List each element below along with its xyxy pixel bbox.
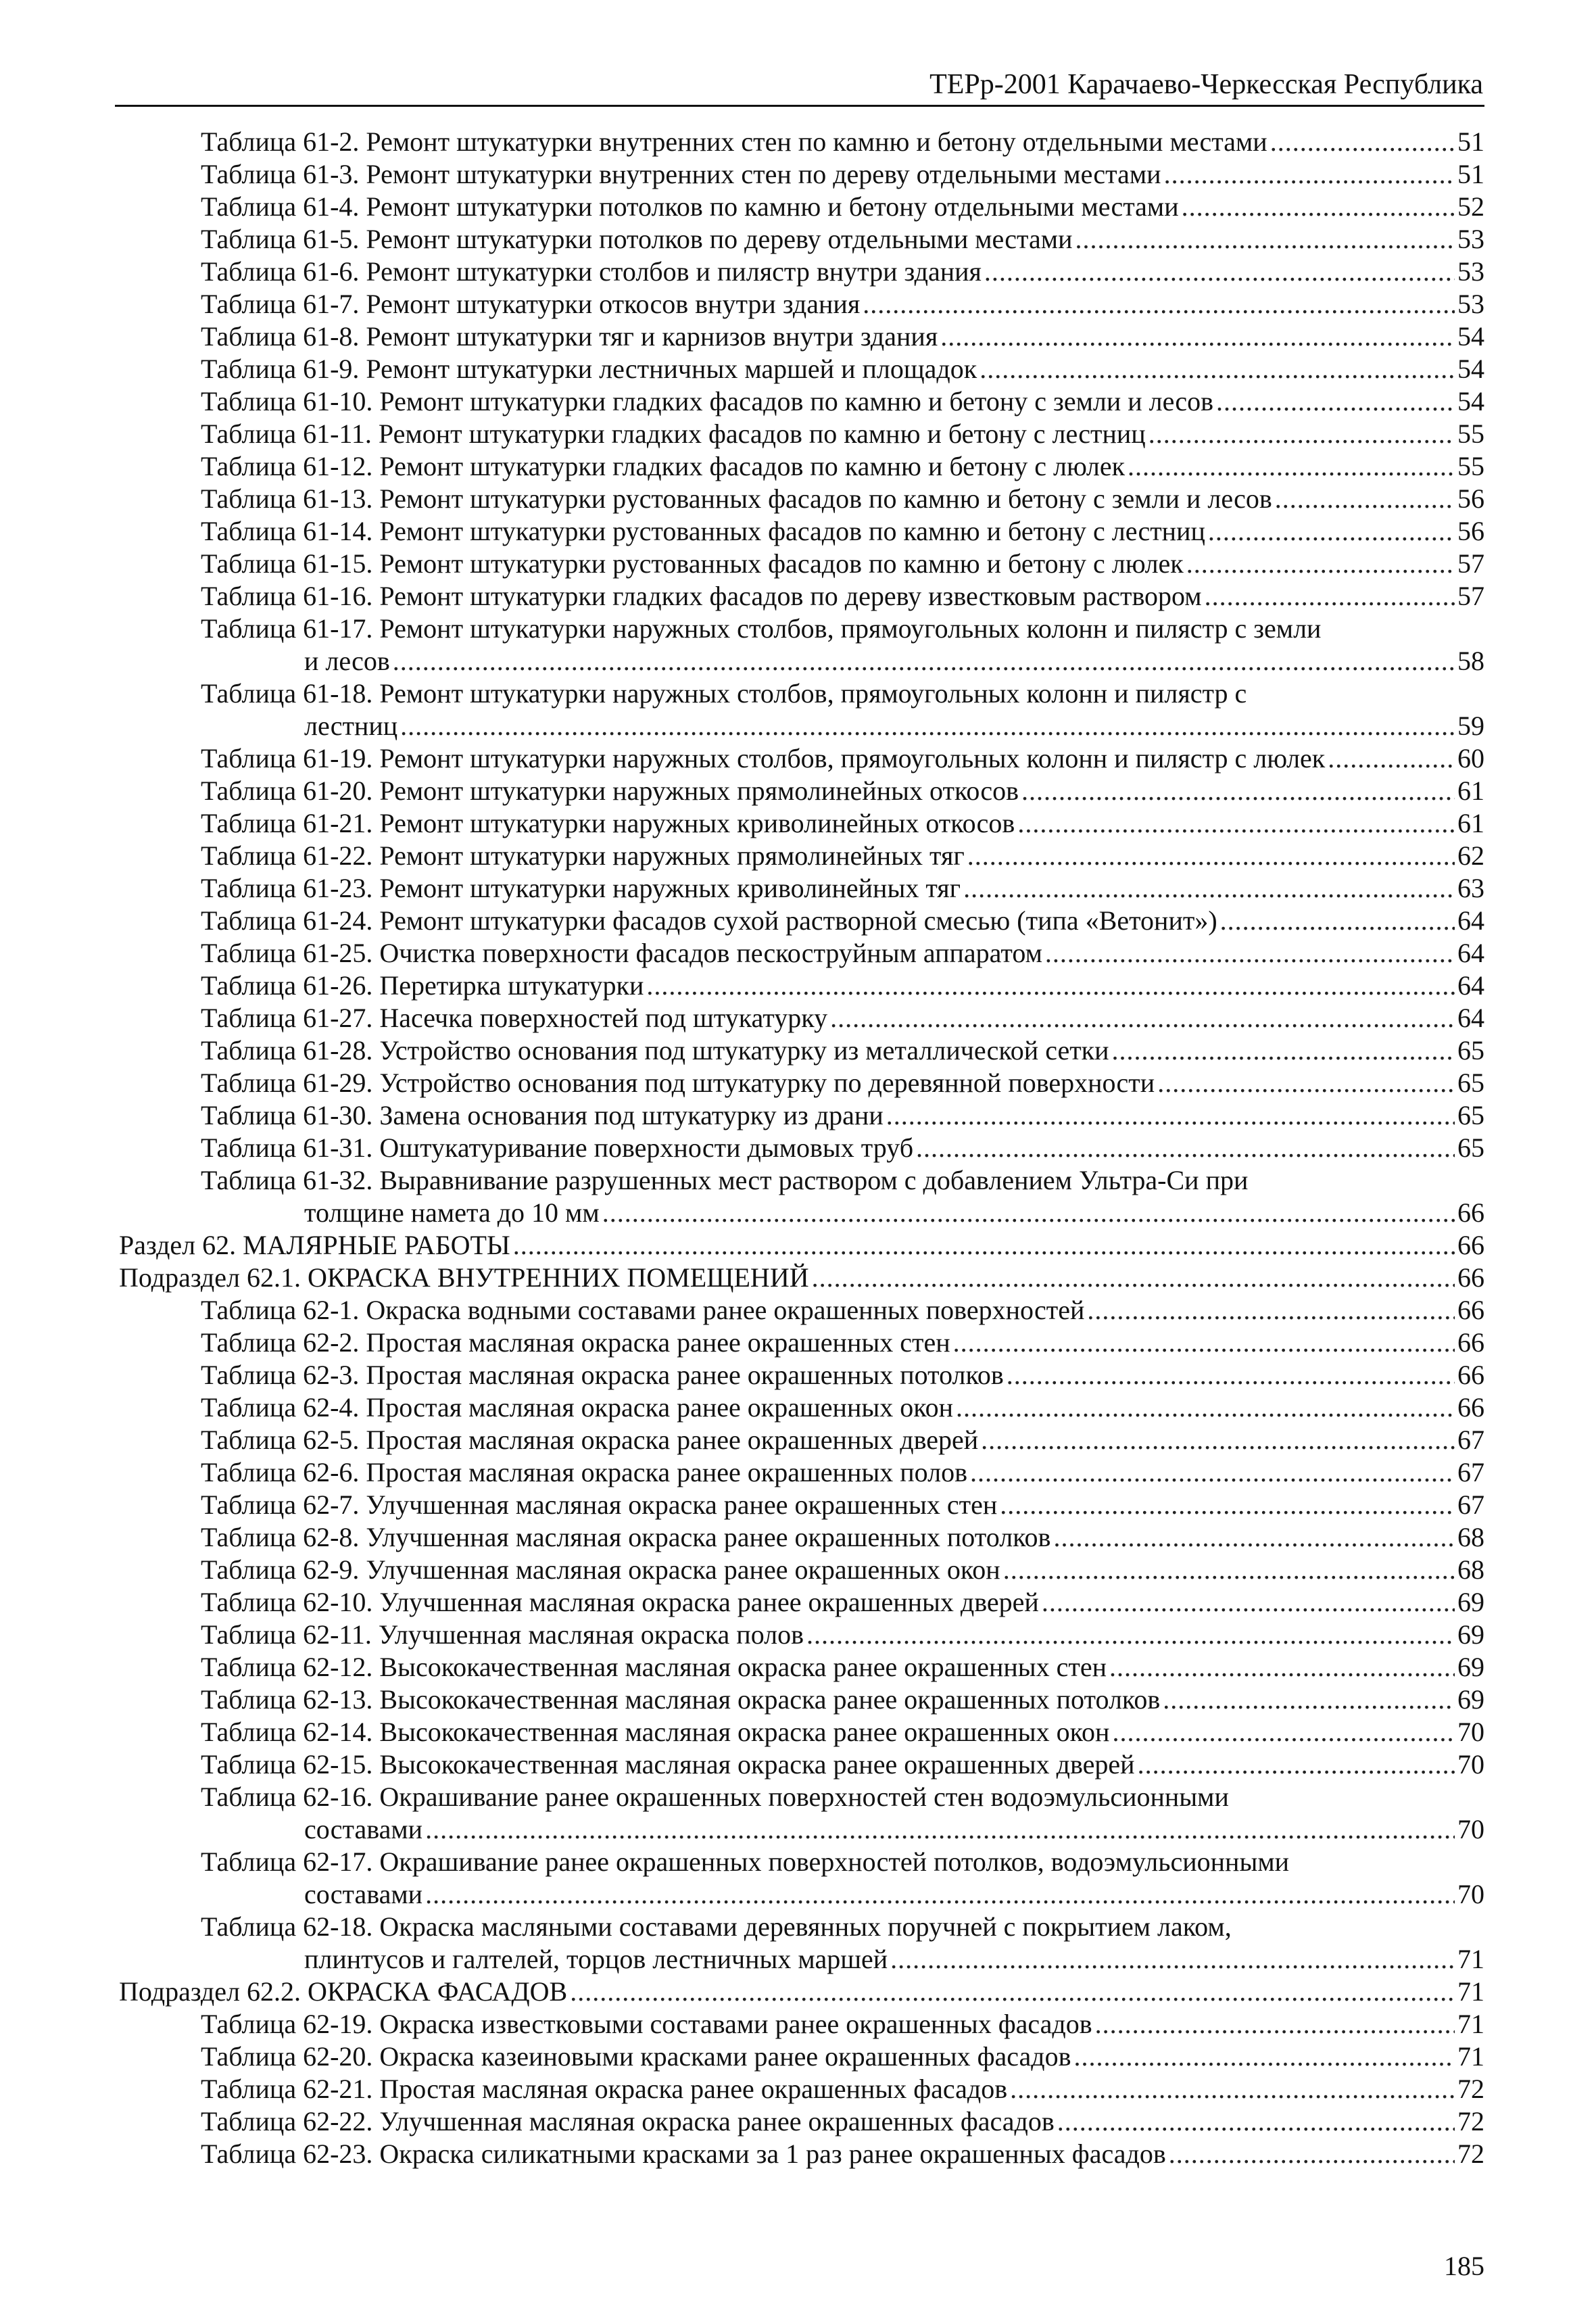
toc-leader-dots: [602, 1197, 1455, 1229]
toc-entry-page: 70: [1457, 1717, 1484, 1747]
toc-entry-title: Таблица 61-6. Ремонт штукатурки столбов и пилястр внутри здания: [201, 256, 982, 287]
toc-leader-dots: [1007, 1359, 1455, 1391]
toc-leader-dots: [940, 320, 1455, 353]
toc-leader-dots: [1042, 1586, 1455, 1619]
toc-entry: [0, 937, 1596, 970]
toc-leader-dots: [1109, 1651, 1455, 1684]
toc-entry-page: 66: [1457, 1327, 1484, 1358]
toc-entry: [0, 1846, 1596, 1878]
toc-leader-dots: [1057, 2105, 1455, 2138]
toc-entry-page: 55: [1457, 451, 1484, 481]
toc-leader-dots: [1208, 515, 1455, 548]
toc-entry: [0, 1748, 1596, 1781]
toc-entry-page: 69: [1457, 1684, 1484, 1715]
toc-entry-title: Таблица 61-32. Выравнивание разрушенных мест раствором с добавлением Ультра-Си при: [201, 1165, 1249, 1195]
toc-entry: [0, 1197, 1596, 1229]
toc-entry: [0, 2008, 1596, 2040]
toc-leader-dots: [967, 840, 1455, 872]
toc-leader-dots: [1128, 450, 1455, 483]
toc-entry-page: 68: [1457, 1554, 1484, 1585]
toc-leader-dots: [425, 1813, 1455, 1846]
toc-entry-page: 56: [1457, 483, 1484, 514]
toc-entry: [0, 1521, 1596, 1554]
toc-leader-dots: [1186, 548, 1455, 580]
toc-leader-dots: [1328, 742, 1455, 775]
toc-entry: [0, 1294, 1596, 1327]
toc-entry: [0, 1651, 1596, 1684]
toc-entry-page: 57: [1457, 548, 1484, 579]
toc-entry: [0, 1327, 1596, 1359]
toc-entry-page: 70: [1457, 1879, 1484, 1909]
toc-entry: [0, 1489, 1596, 1521]
toc-entry-title: Таблица 61-25. Очистка поверхности фасадов пескоструйным аппаратом: [201, 938, 1042, 968]
header-divider: [115, 105, 1484, 107]
toc-entry: [0, 320, 1596, 353]
toc-entry-title: Таблица 62-9. Улучшенная масляная окраска ранее окрашенных окон: [201, 1554, 1000, 1585]
page-number: 185: [1444, 2251, 1484, 2281]
toc-entry: [0, 710, 1596, 742]
toc-leader-dots: [916, 1132, 1455, 1164]
toc-entry-title: Подраздел 62.2. ОКРАСКА ФАСАДОВ: [119, 1976, 568, 2007]
toc-leader-dots: [1216, 385, 1455, 418]
toc-entry: [0, 677, 1596, 710]
toc-entry-title: Таблица 62-19. Окраска известковыми составами ранее окрашенных фасадов: [201, 2009, 1092, 2039]
toc-leader-dots: [1087, 1294, 1455, 1327]
toc-entry-page: 71: [1457, 2041, 1484, 2072]
page-header: [0, 62, 1596, 103]
toc-entry: [0, 2138, 1596, 2170]
toc-entry-page: 69: [1457, 1587, 1484, 1617]
toc-leader-dots: [1205, 580, 1455, 613]
toc-entry-page: 64: [1457, 970, 1484, 1001]
toc-entry-title: Таблица 61-19. Ремонт штукатурки наружных столбов, прямоугольных колонн и пилястр с люлек: [201, 743, 1326, 773]
toc-entry: [0, 548, 1596, 580]
toc-entry: [0, 580, 1596, 613]
toc-entry-page: 71: [1457, 1976, 1484, 2007]
toc-entry-page: 53: [1457, 256, 1484, 287]
toc-entry: [0, 807, 1596, 840]
toc-entry: [0, 1067, 1596, 1099]
toc-entry: [0, 905, 1596, 937]
toc-entry-title: Таблица 61-21. Ремонт штукатурки наружных криволинейных откосов: [201, 808, 1015, 838]
toc-entry-title: Таблица 61-13. Ремонт штукатурки рустованных фасадов по камню и бетону с земли и лесов: [201, 483, 1272, 514]
toc-leader-dots: [806, 1619, 1455, 1651]
toc-entry-title: Таблица 62-23. Окраска силикатными красками за 1 раз ранее окрашенных фасадов: [201, 2139, 1166, 2169]
toc-entry-page: 54: [1457, 386, 1484, 416]
toc-leader-dots: [953, 1327, 1455, 1359]
toc-entry-title: плинтусов и галтелей, торцов лестничных маршей: [304, 1944, 888, 1974]
toc-leader-dots: [1163, 1684, 1455, 1716]
toc-leader-dots: [1095, 2008, 1455, 2040]
toc-entry: [0, 1456, 1596, 1489]
toc-entry-page: 63: [1457, 873, 1484, 903]
toc-leader-dots: [830, 1002, 1455, 1034]
toc-leader-dots: [1148, 418, 1455, 450]
toc-entry-title: толщине намета до 10 мм: [304, 1197, 600, 1228]
toc-entry-page: 59: [1457, 711, 1484, 741]
toc-entry-page: 67: [1457, 1489, 1484, 1520]
toc-entry-title: Таблица 61-31. Оштукатуривание поверхности дымовых труб: [201, 1132, 914, 1163]
toc-entry-page: 53: [1457, 289, 1484, 319]
toc-entry-page: 57: [1457, 581, 1484, 611]
toc-entry-page: 66: [1457, 1262, 1484, 1293]
toc-entry-title: Таблица 61-2. Ремонт штукатурки внутренних стен по камню и бетону отдельными местами: [201, 126, 1267, 157]
toc-entry-title: Таблица 61-12. Ремонт штукатурки гладких фасадов по камню и бетону с люлек: [201, 451, 1126, 481]
toc-entry: [0, 1132, 1596, 1164]
toc-entry: [0, 840, 1596, 872]
toc-entry: [0, 1424, 1596, 1456]
toc-leader-dots: [425, 1878, 1455, 1911]
toc-entry: [0, 1586, 1596, 1619]
toc-entry: [0, 418, 1596, 450]
toc-entry-page: 66: [1457, 1230, 1484, 1260]
toc-leader-dots: [1010, 2073, 1455, 2105]
toc-leader-dots: [1182, 191, 1455, 223]
toc-entry-title: Таблица 61-14. Ремонт штукатурки рустованных фасадов по камню и бетону с лестниц: [201, 516, 1205, 546]
toc-entry: [0, 256, 1596, 288]
toc-entry-page: 66: [1457, 1295, 1484, 1325]
toc-entry-page: 51: [1457, 159, 1484, 189]
toc-entry-page: 51: [1457, 126, 1484, 157]
toc-leader-dots: [646, 970, 1455, 1002]
toc-section-entry: [0, 1262, 1596, 1294]
toc-leader-dots: [1270, 126, 1455, 158]
toc-entry-page: 70: [1457, 1749, 1484, 1780]
toc-entry: [0, 872, 1596, 905]
toc-entry: [0, 1002, 1596, 1034]
toc-entry-title: Таблица 62-18. Окраска масляными составами деревянных поручней с покрытием лаком,: [201, 1911, 1232, 1942]
toc-entry-title: Таблица 61-9. Ремонт штукатурки лестничных маршей и площадок: [201, 354, 977, 384]
toc-entry-title: Таблица 61-26. Перетирка штукатурки: [201, 970, 644, 1001]
toc-entry-title: Таблица 61-29. Устройство основания под штукатурку по деревянной поверхности: [201, 1068, 1155, 1098]
toc-entry: [0, 613, 1596, 645]
toc-leader-dots: [1000, 1489, 1455, 1521]
toc-entry-title: составами: [304, 1814, 423, 1844]
toc-leader-dots: [980, 353, 1455, 385]
toc-entry-title: Таблица 61-8. Ремонт штукатурки тяг и карнизов внутри здания: [201, 321, 938, 352]
toc-leader-dots: [400, 710, 1455, 742]
toc-entry-title: Таблица 62-5. Простая масляная окраска ранее окрашенных дверей: [201, 1425, 979, 1455]
toc-entry-title: Таблица 62-8. Улучшенная масляная окраска ранее окрашенных потолков: [201, 1522, 1051, 1552]
toc-entry: [0, 223, 1596, 256]
toc-leader-dots: [886, 1099, 1455, 1132]
toc-entry-title: Таблица 61-22. Ремонт штукатурки наружных прямолинейных тяг: [201, 840, 965, 871]
toc-entry-page: 61: [1457, 775, 1484, 806]
toc-entry-page: 60: [1457, 743, 1484, 773]
toc-entry-title: Таблица 61-3. Ремонт штукатурки внутренних стен по дереву отдельными местами: [201, 159, 1161, 189]
toc-entry: [0, 191, 1596, 223]
toc-entry-page: 68: [1457, 1522, 1484, 1552]
toc-entry: [0, 775, 1596, 807]
toc-leader-dots: [1075, 223, 1455, 256]
toc-entry: [0, 2105, 1596, 2138]
toc-entry-page: 65: [1457, 1132, 1484, 1163]
toc-entry-title: Таблица 61-15. Ремонт штукатурки рустованных фасадов по камню и бетону с люлек: [201, 548, 1184, 579]
toc-entry-title: Таблица 61-11. Ремонт штукатурки гладких фасадов по камню и бетону с лестниц: [201, 419, 1146, 449]
toc-entry-title: Таблица 61-10. Ремонт штукатурки гладких фасадов по камню и бетону с земли и лесов: [201, 386, 1214, 416]
toc-entry-page: 65: [1457, 1100, 1484, 1130]
toc-entry-title: Таблица 62-21. Простая масляная окраска ранее окрашенных фасадов: [201, 2074, 1008, 2104]
toc-entry-title: Таблица 62-10. Улучшенная масляная окраска ранее окрашенных дверей: [201, 1587, 1039, 1617]
toc-entry-title: Таблица 61-18. Ремонт штукатурки наружных столбов, прямоугольных колонн и пилястр с: [201, 678, 1247, 709]
toc-entry: [0, 1813, 1596, 1846]
toc-entry-title: Таблица 62-15. Высококачественная масляная окраска ранее окрашенных дверей: [201, 1749, 1135, 1780]
toc-leader-dots: [1073, 2040, 1455, 2073]
toc-entry-title: Таблица 61-28. Устройство основания под штукатурку из металлической сетки: [201, 1035, 1109, 1066]
toc-leader-dots: [984, 256, 1455, 288]
toc-leader-dots: [1021, 775, 1455, 807]
toc-entry-page: 53: [1457, 224, 1484, 254]
toc-entry-title: Таблица 62-12. Высококачественная масляная окраска ранее окрашенных стен: [201, 1652, 1107, 1682]
toc-entry-title: Таблица 61-5. Ремонт штукатурки потолков по дереву отдельными местами: [201, 224, 1073, 254]
toc-leader-dots: [1164, 158, 1455, 191]
toc-leader-dots: [1157, 1067, 1455, 1099]
toc-entry-page: 62: [1457, 840, 1484, 871]
toc-entry-title: Таблица 62-17. Окрашивание ранее окрашенных поверхностей потолков, водоэмульсионными: [201, 1846, 1290, 1877]
toc-entry-title: Таблица 62-1. Окраска водными составами ранее окрашенных поверхностей: [201, 1295, 1085, 1325]
toc-entry-title: составами: [304, 1879, 423, 1909]
toc-entry-page: 66: [1457, 1197, 1484, 1228]
toc-entry: [0, 1943, 1596, 1976]
toc-entry-title: Таблица 62-14. Высококачественная масляная окраска ранее окрашенных окон: [201, 1717, 1110, 1747]
toc-entry: [0, 1034, 1596, 1067]
toc-entry-page: 71: [1457, 2009, 1484, 2039]
toc-entry: [0, 450, 1596, 483]
toc-entry: [0, 385, 1596, 418]
toc-entry-title: Таблица 61-30. Замена основания под штукатурку из драни: [201, 1100, 884, 1130]
toc-entry: [0, 742, 1596, 775]
toc-entry: [0, 1878, 1596, 1911]
toc-entry: [0, 1911, 1596, 1943]
toc-leader-dots: [1169, 2138, 1455, 2170]
toc-entry: [0, 483, 1596, 515]
toc-leader-dots: [1017, 807, 1455, 840]
toc-entry-title: лестниц: [304, 711, 398, 741]
toc-entry: [0, 515, 1596, 548]
toc-leader-dots: [1053, 1521, 1455, 1554]
toc-entry-page: 54: [1457, 321, 1484, 352]
toc-entry-page: 64: [1457, 1003, 1484, 1033]
toc-entry-title: Таблица 61-23. Ремонт штукатурки наружных криволинейных тяг: [201, 873, 961, 903]
toc-leader-dots: [890, 1943, 1455, 1976]
toc-entry: [0, 1391, 1596, 1424]
toc-leader-dots: [513, 1229, 1455, 1262]
toc-entry-title: Раздел 62. МАЛЯРНЫЕ РАБОТЫ: [119, 1230, 510, 1260]
toc-entry-page: 72: [1457, 2106, 1484, 2137]
toc-entry: [0, 1099, 1596, 1132]
toc-entry: [0, 2040, 1596, 2073]
toc-leader-dots: [963, 872, 1455, 905]
toc-entry-page: 67: [1457, 1425, 1484, 1455]
toc-entry-page: 61: [1457, 808, 1484, 838]
toc-entry-title: Таблица 61-20. Ремонт штукатурки наружных прямолинейных откосов: [201, 775, 1019, 806]
toc-entry-title: Таблица 61-16. Ремонт штукатурки гладких фасадов по дереву известковым раствором: [201, 581, 1202, 611]
toc-entry-page: 66: [1457, 1392, 1484, 1423]
toc-entry-page: 58: [1457, 646, 1484, 676]
toc-leader-dots: [570, 1976, 1455, 2008]
toc-leader-dots: [1045, 937, 1455, 970]
toc-entry-title: Таблица 62-4. Простая масляная окраска ранее окрашенных окон: [201, 1392, 954, 1423]
toc-entry-title: Таблица 62-20. Окраска казеиновыми красками ранее окрашенных фасадов: [201, 2041, 1071, 2072]
toc-entry: [0, 2073, 1596, 2105]
toc-leader-dots: [956, 1391, 1455, 1424]
toc-entry: [0, 1359, 1596, 1391]
running-header-title: ТЕРр-2001 Карачаево-Черкесская Республика: [929, 69, 1483, 100]
toc-entry-page: 65: [1457, 1068, 1484, 1098]
toc-leader-dots: [1220, 905, 1455, 937]
toc-entry-title: Таблица 62-16. Окрашивание ранее окрашенных поверхностей стен водоэмульсионными: [201, 1782, 1229, 1812]
toc-entry-page: 55: [1457, 419, 1484, 449]
toc-entry-title: Таблица 62-6. Простая масляная окраска ранее окрашенных полов: [201, 1457, 967, 1487]
toc-entry-page: 52: [1457, 191, 1484, 222]
toc-leader-dots: [1112, 1034, 1455, 1067]
toc-entry-title: Таблица 61-4. Ремонт штукатурки потолков по камню и бетону отдельными местами: [201, 191, 1179, 222]
toc-leader-dots: [981, 1424, 1455, 1456]
toc-entry-page: 56: [1457, 516, 1484, 546]
toc-entry-title: Таблица 62-13. Высококачественная масляная окраска ранее окрашенных потолков: [201, 1684, 1161, 1715]
toc-entry-page: 69: [1457, 1619, 1484, 1650]
toc-entry-title: Таблица 61-7. Ремонт штукатурки откосов внутри здания: [201, 289, 861, 319]
toc-entry-page: 64: [1457, 938, 1484, 968]
toc-entry: [0, 1781, 1596, 1813]
toc-entry: [0, 158, 1596, 191]
toc-leader-dots: [1138, 1748, 1455, 1781]
toc-leader-dots: [970, 1456, 1455, 1489]
toc-entry-page: 54: [1457, 354, 1484, 384]
toc-entry-page: 72: [1457, 2074, 1484, 2104]
toc-entry-page: 71: [1457, 1944, 1484, 1974]
toc-leader-dots: [1275, 483, 1455, 515]
toc-entry-title: Таблица 61-27. Насечка поверхностей под штукатурку: [201, 1003, 828, 1033]
toc-entry-title: Таблица 61-24. Ремонт штукатурки фасадов сухой растворной смесью (типа «Ветонит»): [201, 905, 1217, 936]
toc-entry-page: 72: [1457, 2139, 1484, 2169]
toc-entry: [0, 353, 1596, 385]
toc-entry-title: Таблица 62-7. Улучшенная масляная окраска ранее окрашенных стен: [201, 1489, 998, 1520]
toc-section-entry: [0, 1976, 1596, 2008]
toc-leader-dots: [393, 645, 1455, 677]
toc-entry-page: 67: [1457, 1457, 1484, 1487]
toc-leader-dots: [1112, 1716, 1455, 1748]
toc-entry-title: Таблица 62-22. Улучшенная масляная окраска ранее окрашенных фасадов: [201, 2106, 1055, 2137]
toc-entry-page: 66: [1457, 1360, 1484, 1390]
toc-entry-title: Подраздел 62.1. ОКРАСКА ВНУТРЕННИХ ПОМЕЩЕНИЙ: [119, 1262, 809, 1293]
toc-entry-title: Таблица 61-17. Ремонт штукатурки наружных столбов, прямоугольных колонн и пилястр с земли: [201, 613, 1322, 644]
toc-entry-title: и лесов: [304, 646, 390, 676]
toc-entry-page: 64: [1457, 905, 1484, 936]
toc-entry: [0, 1619, 1596, 1651]
toc-entry-page: 69: [1457, 1652, 1484, 1682]
toc-leader-dots: [1003, 1554, 1455, 1586]
toc-entry: [0, 645, 1596, 677]
toc-entry: [0, 1554, 1596, 1586]
toc-entry-title: Таблица 62-11. Улучшенная масляная окраска полов: [201, 1619, 804, 1650]
toc-entry-page: 70: [1457, 1814, 1484, 1844]
toc-entry: [0, 288, 1596, 320]
toc-leader-dots: [812, 1262, 1455, 1294]
table-of-contents: [0, 126, 1596, 2170]
toc-entry-title: Таблица 62-2. Простая масляная окраска ранее окрашенных стен: [201, 1327, 950, 1358]
toc-section-entry: [0, 1229, 1596, 1262]
toc-entry: [0, 1684, 1596, 1716]
toc-entry: [0, 126, 1596, 158]
toc-leader-dots: [863, 288, 1455, 320]
toc-entry: [0, 970, 1596, 1002]
toc-entry: [0, 1164, 1596, 1197]
toc-entry: [0, 1716, 1596, 1748]
toc-entry-page: 65: [1457, 1035, 1484, 1066]
toc-entry-title: Таблица 62-3. Простая масляная окраска ранее окрашенных потолков: [201, 1360, 1004, 1390]
